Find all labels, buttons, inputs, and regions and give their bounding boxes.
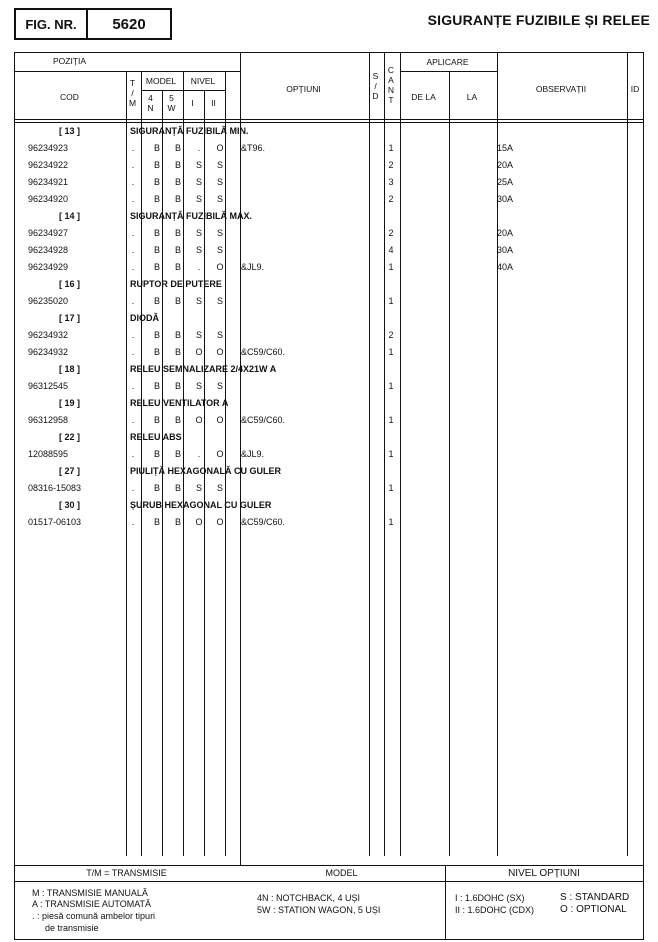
cell-cant: 1 — [388, 415, 394, 425]
cell-n4: B — [153, 517, 160, 527]
header-nivel: NIVEL — [190, 76, 216, 86]
header-id: ID — [630, 84, 640, 94]
cell-tm: . — [131, 415, 135, 425]
cell-n4: B — [153, 194, 160, 204]
header-model: MODEL — [145, 76, 177, 86]
cell-opt: &C59/C60. — [241, 347, 286, 357]
header-aplicare: APLICARE — [426, 57, 469, 67]
cell-i: . — [197, 262, 201, 272]
cell-opt: &JL9. — [241, 449, 265, 459]
header-model-5w: 5 W — [167, 93, 176, 113]
group-description: SIGURANȚĂ FUZIBILĂ MAX. — [130, 211, 252, 221]
cell-ii: S — [216, 160, 223, 170]
cell-cod: 96234929 — [28, 262, 69, 272]
cell-tm: . — [131, 228, 135, 238]
header-model-4n: 4 N — [147, 93, 154, 113]
footer-tm-dot: . : piesă comună ambelor tipuri — [32, 911, 156, 921]
cell-opt: &JL9. — [241, 262, 265, 272]
cell-w5: B — [174, 177, 181, 187]
footer-nivel-i: I : 1.6DOHC (SX) — [455, 893, 525, 903]
cell-cod: 96234928 — [28, 245, 69, 255]
header-observatii: OBSERVAȚII — [535, 84, 587, 94]
cell-ii: O — [216, 415, 224, 425]
cell-cant: 3 — [388, 177, 394, 187]
cell-i: O — [195, 347, 203, 357]
cell-tm: . — [131, 143, 135, 153]
group-position: [ 18 ] — [58, 364, 80, 374]
cell-w5: B — [174, 245, 181, 255]
cell-n4: B — [153, 177, 160, 187]
cell-w5: B — [174, 330, 181, 340]
group-position: [ 19 ] — [58, 398, 80, 408]
cell-obs: 25A — [497, 177, 514, 187]
cell-cant: 1 — [388, 143, 394, 153]
cell-cant: 1 — [388, 449, 394, 459]
cell-tm: . — [131, 381, 135, 391]
cell-n4: B — [153, 415, 160, 425]
cell-ii: S — [216, 296, 223, 306]
cell-cant: 4 — [388, 245, 394, 255]
cell-n4: B — [153, 330, 160, 340]
header-pozitia: POZIȚIA — [52, 56, 87, 66]
cell-ii: O — [216, 517, 224, 527]
cell-cod: 96312545 — [28, 381, 69, 391]
cell-i: S — [195, 177, 202, 187]
cell-i: S — [195, 330, 202, 340]
cell-tm: . — [131, 449, 135, 459]
cell-i: . — [197, 449, 201, 459]
cell-cod: 08316-15083 — [28, 483, 82, 493]
group-description: RUPTOR DE PUTERE — [130, 279, 222, 289]
footer-nivel-s: S : STANDARD — [560, 892, 630, 903]
cell-opt: &C59/C60. — [241, 517, 286, 527]
cell-cant: 2 — [388, 330, 394, 340]
page-title: SIGURANȚE FUZIBILE ȘI RELEE — [427, 12, 650, 28]
cell-obs: 30A — [497, 245, 514, 255]
footer-tm-title: T/M = TRANSMISIE — [86, 868, 167, 878]
group-position: [ 14 ] — [58, 211, 80, 221]
cell-cant: 1 — [388, 517, 394, 527]
cell-tm: . — [131, 296, 135, 306]
cell-ii: O — [216, 262, 224, 272]
cell-obs: 40A — [497, 262, 514, 272]
cell-w5: B — [174, 262, 181, 272]
cell-ii: O — [216, 347, 224, 357]
cell-cant: 1 — [388, 296, 394, 306]
cell-cod: 12088595 — [28, 449, 69, 459]
cell-w5: B — [174, 347, 181, 357]
group-description: ȘURUB HEXAGONAL CU GULER — [130, 500, 272, 510]
cell-w5: B — [174, 160, 181, 170]
cell-tm: . — [131, 245, 135, 255]
cell-tm: . — [131, 483, 135, 493]
cell-ii: S — [216, 177, 223, 187]
fig-label: FIG. NR. — [14, 8, 86, 40]
cell-cant: 1 — [388, 262, 394, 272]
cell-w5: B — [174, 415, 181, 425]
footer-tm-a: A : TRANSMISIE AUTOMATĂ — [32, 899, 152, 909]
cell-n4: B — [153, 381, 160, 391]
cell-opt: &C59/C60. — [241, 415, 286, 425]
group-position: [ 16 ] — [58, 279, 80, 289]
group-position: [ 13 ] — [58, 126, 80, 136]
header-optiuni: OPȚIUNI — [286, 84, 321, 94]
cell-tm: . — [131, 177, 135, 187]
cell-obs: 30A — [497, 194, 514, 204]
cell-cod: 96234927 — [28, 228, 69, 238]
cell-ii: O — [216, 449, 224, 459]
cell-n4: B — [153, 160, 160, 170]
header-cant: C A N T — [387, 65, 395, 105]
cell-ii: S — [216, 228, 223, 238]
parts-table — [14, 52, 644, 940]
cell-i: . — [197, 143, 201, 153]
cell-w5: B — [174, 517, 181, 527]
header-nivel-i: I — [191, 98, 194, 108]
header-cod: COD — [60, 92, 79, 102]
cell-cant: 1 — [388, 483, 394, 493]
group-description: DIODĂ — [130, 313, 159, 323]
footer-nivel-title: NIVEL OPȚIUNI — [508, 868, 580, 879]
cell-obs: 15A — [497, 143, 514, 153]
cell-n4: B — [153, 143, 160, 153]
cell-cod: 96234920 — [28, 194, 69, 204]
cell-ii: S — [216, 330, 223, 340]
header-nivel-ii: II — [211, 98, 216, 108]
group-description: SIGURANȚĂ FUZIBILĂ MIN. — [130, 126, 249, 136]
fig-number: 5620 — [86, 8, 172, 40]
cell-i: S — [195, 228, 202, 238]
header-de-la: DE LA — [411, 92, 436, 102]
cell-cod: 01517-06103 — [28, 517, 82, 527]
cell-n4: B — [153, 245, 160, 255]
cell-opt: &T96. — [241, 143, 266, 153]
header-sd: S / D — [372, 71, 379, 101]
footer-model-4n: 4N : NOTCHBACK, 4 UȘI — [257, 893, 361, 903]
cell-ii: S — [216, 245, 223, 255]
cell-tm: . — [131, 262, 135, 272]
group-position: [ 17 ] — [58, 313, 80, 323]
cell-tm: . — [131, 347, 135, 357]
group-position: [ 22 ] — [58, 432, 80, 442]
footer-tm-m: M : TRANSMISIE MANUALĂ — [32, 888, 148, 898]
cell-ii: S — [216, 483, 223, 493]
cell-tm: . — [131, 517, 135, 527]
cell-i: S — [195, 483, 202, 493]
cell-cant: 1 — [388, 381, 394, 391]
cell-tm: . — [131, 160, 135, 170]
cell-cod: 96235020 — [28, 296, 69, 306]
cell-i: S — [195, 296, 202, 306]
footer-nivel-o: O : OPTIONAL — [560, 904, 627, 915]
cell-ii: S — [216, 381, 223, 391]
cell-cod: 96234921 — [28, 177, 69, 187]
cell-w5: B — [174, 194, 181, 204]
group-description: RELEU VENTILATOR A — [130, 398, 229, 408]
cell-tm: . — [131, 330, 135, 340]
cell-w5: B — [174, 381, 181, 391]
cell-w5: B — [174, 228, 181, 238]
cell-i: S — [195, 194, 202, 204]
cell-i: S — [195, 381, 202, 391]
footer-tm-dot-cont: de transmisie — [45, 923, 99, 933]
group-description: RELEU SEMNALIZARE 2/4X21W A — [130, 364, 277, 374]
cell-cant: 2 — [388, 194, 394, 204]
footer-model-5w: 5W : STATION WAGON, 5 UȘI — [257, 905, 381, 915]
cell-ii: S — [216, 194, 223, 204]
group-position: [ 30 ] — [58, 500, 80, 510]
group-position: [ 27 ] — [58, 466, 80, 476]
cell-cod: 96234932 — [28, 347, 69, 357]
cell-obs: 20A — [497, 160, 514, 170]
cell-cod: 96234922 — [28, 160, 69, 170]
cell-w5: B — [174, 143, 181, 153]
cell-w5: B — [174, 483, 181, 493]
cell-n4: B — [153, 483, 160, 493]
cell-i: O — [195, 517, 203, 527]
cell-i: O — [195, 415, 203, 425]
group-description: RELEU ABS — [130, 432, 182, 442]
group-description: PIULIȚĂ HEXAGONALĂ CU GULER — [130, 466, 282, 476]
header-la: LA — [466, 92, 478, 102]
cell-i: S — [195, 245, 202, 255]
cell-ii: O — [216, 143, 224, 153]
cell-n4: B — [153, 228, 160, 238]
cell-cod: 96234923 — [28, 143, 69, 153]
cell-cant: 2 — [388, 160, 394, 170]
footer-model-title: MODEL — [325, 868, 358, 878]
cell-cod: 96234932 — [28, 330, 69, 340]
cell-w5: B — [174, 296, 181, 306]
cell-cant: 1 — [388, 347, 394, 357]
cell-w5: B — [174, 449, 181, 459]
cell-i: S — [195, 160, 202, 170]
cell-n4: B — [153, 449, 160, 459]
cell-n4: B — [153, 347, 160, 357]
cell-obs: 20A — [497, 228, 514, 238]
footer-nivel-ii: II : 1.6DOHC (CDX) — [455, 905, 535, 915]
cell-tm: . — [131, 194, 135, 204]
cell-cant: 2 — [388, 228, 394, 238]
cell-cod: 96312958 — [28, 415, 69, 425]
cell-n4: B — [153, 262, 160, 272]
cell-n4: B — [153, 296, 160, 306]
header-tm: T / M — [128, 78, 137, 108]
